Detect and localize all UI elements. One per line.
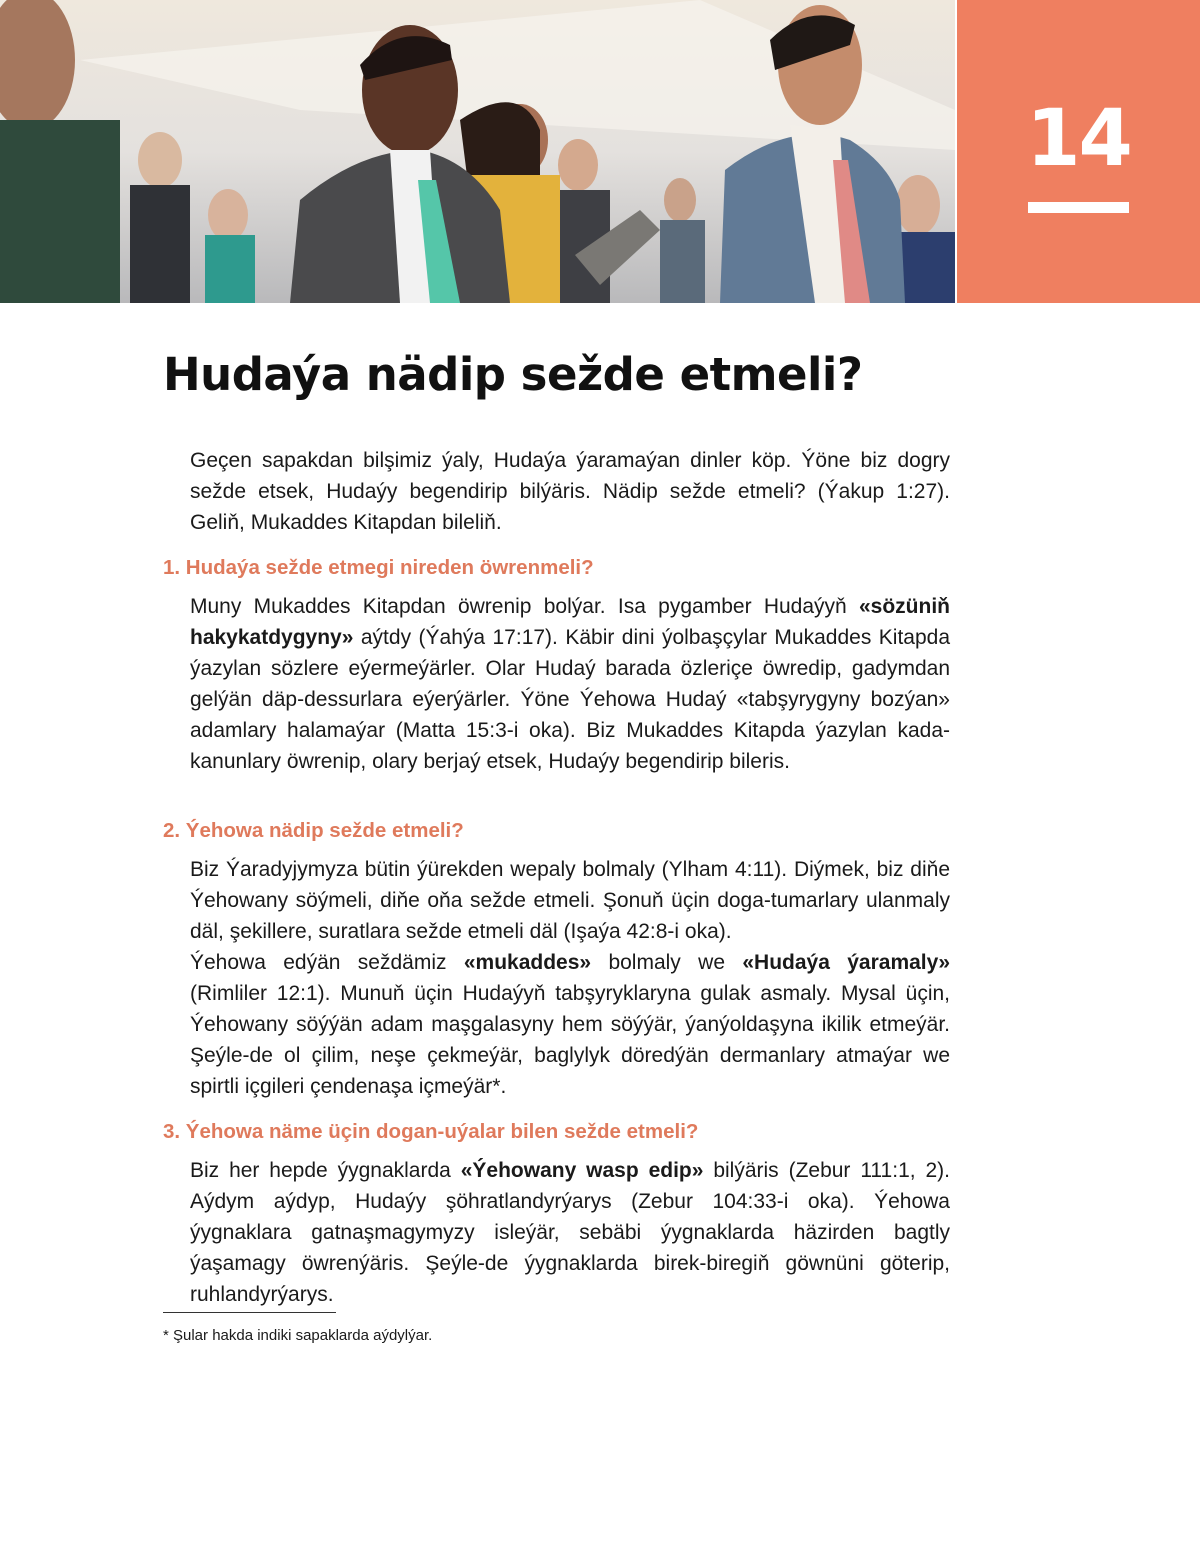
section-3-paragraph [190, 1155, 950, 1310]
text-run: (Rimliler 12:1). Munuň üçin Hudaýyň tabşyryklaryna gulak asmaly. Mysal üçin, Ýehowany söýýän adam maşgalasyny hem söýýär, ýanýoldaşyna ikilik etmeýär. Şeýle-de ol çilim, neşe çekmeýär, baglylyk döredýän dermanlary atmaýar we spirtli içgileri çendenaşa içmeýär*. [190, 982, 950, 1098]
section-1-paragraph [190, 591, 950, 777]
text-run: Muny Mukaddes Kitapdan öwrenip bolýar. Isa pygamber Hudaýyň [190, 595, 859, 618]
footnote-divider [163, 1312, 336, 1313]
people-singing-photo-icon [0, 0, 955, 303]
lesson-number: 14 [1026, 94, 1131, 184]
section-2-heading: 2. Ýehowa nädip sežde etmeli? [163, 819, 464, 842]
intro-paragraph: Geçen sapakdan bilşimiz ýaly, Hudaýa ýaramaýan dinler köp. Ýöne biz dogry sežde etsek, Hudaýy begendirip bilýäris. Nädip sežde etmeli? (Ýakup 1:27). Geliň, Mukaddes Kitapdan bileliň. [190, 449, 950, 534]
hero-photo [0, 0, 955, 303]
bold-quote: «Ýehowany wasp edip» [460, 1159, 704, 1182]
text-run: bolmaly we [591, 951, 743, 974]
bold-quote: «mukaddes» [463, 951, 592, 974]
text-run: bilýäris (Zebur 111:1, 2). Aýdym aýdyp, Hudaýy şöhratlandyrýarys (Zebur 104:33-i oka). Ýehowa ýygnaklara gatnaşmagymyzy isleýär, sebäbi ýygnaklarda häzirden bagtly ýaşamagy öwrenýäris. Şeýle-de ýygnaklarda birek-biregiň göwnüni göterip, ruhlandyrýarys. [190, 1159, 950, 1306]
lesson-number-badge [957, 0, 1200, 303]
lesson-number-underline [1028, 202, 1129, 213]
footnote: * Şular hakda indiki sapaklarda aýdylýar. [163, 1327, 433, 1344]
page-title: Hudaýa nädip sežde etmeli? [163, 348, 863, 401]
section-3-heading: 3. Ýehowa näme üçin dogan-uýalar bilen sežde etmeli? [163, 1120, 699, 1143]
section-1-heading: 1. Hudaýa sežde etmegi nireden öwrenmeli? [163, 556, 594, 579]
bold-quote: «sözüniň hakykatdygyny» [190, 595, 950, 649]
text-run: Biz her hepde ýygnaklarda [190, 1159, 461, 1182]
section-2-paragraph-2 [190, 947, 950, 1102]
text-run: aýtdy (Ýahýa 17:17). Käbir dini ýolbaşçylar Mukaddes Kitapda ýazylan sözlere eýermeýärler. Olar Hudaý barada özleriçe öwredip, gadymdan gelýän däp-dessurlara eýerýärler. Ýöne Ýehowa Hudaý «tabşyrygyny bozýan» adamlary halamaýar (Matta 15:3-i oka). Biz Mukaddes Kitapda ýazylan kada-kanunlary öwrenip, olary berjaý etsek, Hudaýy begendirip bileris. [190, 626, 950, 773]
section-2-paragraph-1: Biz Ýaradyjymyza bütin ýürekden wepaly bolmaly (Ylham 4:11). Diýmek, biz diňe Ýehowany söýmeli, diňe oňa sežde etmeli. Şonuň üçin doga-tumarlary ulanmaly däl, şekillere, suratlara sežde etmeli däl (Işaýa 42:8-i oka). [190, 858, 950, 943]
bold-quote: «Hudaýa ýaramaly» [742, 951, 950, 974]
text-run: Ýehowa edýän seždämiz [190, 951, 464, 974]
